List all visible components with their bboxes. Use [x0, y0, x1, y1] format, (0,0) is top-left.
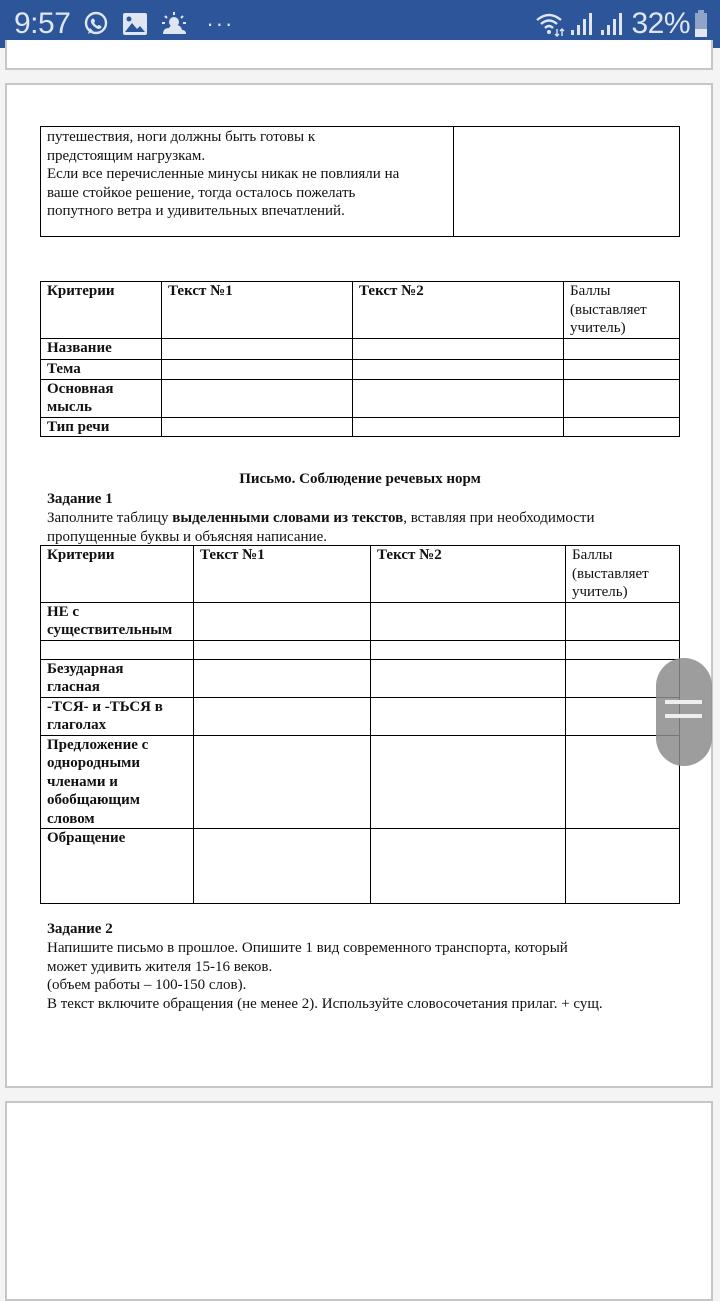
continuation-table	[40, 126, 680, 237]
score-cell[interactable]	[564, 417, 680, 437]
table-header-row	[41, 282, 680, 339]
empty-cell	[454, 127, 680, 237]
answer-cell[interactable]	[162, 417, 353, 437]
continuation-text-cell	[41, 127, 454, 237]
clock: 9:57	[14, 7, 71, 40]
text-line: (выставляет	[572, 565, 649, 582]
text-line: однородными	[47, 755, 141, 771]
row-label	[41, 659, 194, 697]
more-dots-icon: ···	[206, 11, 235, 36]
table-row	[41, 659, 680, 697]
text-line: Если все перечисленные минусы никак не повлияли на	[47, 166, 400, 182]
signal-icon	[599, 12, 623, 36]
text-fragment: , вставляя при необходимости	[403, 510, 595, 526]
text-line: гласная	[47, 679, 100, 695]
text-line: ваше стойкое решение, тогда осталось пожелать	[47, 184, 356, 201]
text-line: попутного ветра и удивительных впечатлений.	[47, 203, 345, 219]
text-line: НЕ с	[47, 603, 80, 620]
answer-cell[interactable]	[371, 659, 566, 697]
row-label	[41, 602, 194, 640]
header-text-1: Текст №1	[194, 546, 371, 603]
signal-icon	[569, 12, 593, 36]
table-row	[41, 829, 680, 904]
task-2-title: Задание 2	[47, 921, 113, 937]
battery-icon	[694, 10, 708, 38]
table-row	[41, 417, 680, 437]
table-row	[41, 359, 680, 379]
next-page	[5, 1101, 713, 1301]
table-row	[41, 338, 680, 359]
task-1-instructions	[47, 509, 697, 546]
answer-cell[interactable]	[353, 417, 564, 437]
task-1-title: Задание 1	[47, 491, 113, 507]
text-line: пропущенные буквы и объясняя написание.	[47, 528, 327, 545]
answer-cell[interactable]	[353, 338, 564, 359]
text-line: учитель)	[572, 584, 628, 600]
whatsapp-icon	[82, 10, 110, 38]
text-line: обобщающим	[47, 792, 140, 808]
score-cell[interactable]	[564, 338, 680, 359]
answer-cell[interactable]	[353, 359, 564, 379]
wifi-icon	[535, 11, 565, 37]
text-line: Баллы	[572, 547, 613, 563]
text-line: членами и	[47, 773, 118, 790]
answer-cell[interactable]	[371, 735, 566, 829]
text-line: глаголах	[47, 717, 107, 733]
row-label: Тема	[41, 359, 162, 379]
text-line: (выставляет	[570, 301, 647, 318]
answer-cell[interactable]	[194, 735, 371, 829]
answer-cell[interactable]	[162, 338, 353, 359]
row-label: Название	[41, 338, 162, 359]
score-cell[interactable]	[566, 640, 680, 659]
section-title: Письмо. Соблюдение речевых норм	[239, 471, 481, 487]
table-row	[41, 640, 680, 659]
answer-cell[interactable]	[194, 659, 371, 697]
text-line: -ТСЯ- и -ТЬСЯ в	[47, 698, 163, 715]
score-cell[interactable]	[566, 602, 680, 640]
row-label: Тип речи	[41, 417, 162, 437]
answer-cell[interactable]	[194, 829, 371, 904]
text-line: Безударная	[47, 660, 124, 677]
header-text-2: Текст №2	[353, 282, 564, 339]
text-line: Основная	[47, 380, 114, 397]
text-line: существительным	[47, 622, 173, 638]
text-line: Напишите письмо в прошлое. Опишите 1 вид современного транспорта, который	[47, 940, 568, 956]
answer-cell[interactable]	[162, 379, 353, 417]
header-criteria: Критерии	[41, 546, 194, 603]
table-row	[41, 735, 680, 829]
battery-percent: 32%	[631, 7, 690, 40]
bold-fragment: выделенными словами из текстов	[172, 510, 404, 526]
scroll-handle[interactable]	[656, 658, 712, 766]
answer-cell[interactable]	[194, 602, 371, 640]
text-line: учитель)	[570, 320, 626, 336]
criteria-table-2	[40, 545, 680, 904]
score-cell[interactable]	[564, 379, 680, 417]
table-row	[41, 697, 680, 735]
answer-cell[interactable]	[194, 640, 371, 659]
text-line: В текст включите обращения (не менее 2). Используйте словосочетания прилаг. + сущ.	[47, 995, 603, 1012]
text-line: мысль	[47, 399, 92, 415]
text-line: путешествия, ноги должны быть готовы к	[47, 129, 316, 145]
header-text-1: Текст №1	[162, 282, 353, 339]
weather-icon	[160, 12, 188, 36]
table-header-row	[41, 546, 680, 603]
text-line: Предложение с	[47, 736, 149, 753]
text-line: может удивить жителя 15-16 веков.	[47, 958, 273, 975]
answer-cell[interactable]	[353, 379, 564, 417]
row-label: Обращение	[41, 829, 194, 904]
row-label	[41, 640, 194, 659]
answer-cell[interactable]	[162, 359, 353, 379]
row-label	[41, 735, 194, 829]
table-row	[41, 379, 680, 417]
answer-cell[interactable]	[371, 640, 566, 659]
header-score	[566, 546, 680, 603]
previous-page	[5, 40, 713, 70]
answer-cell[interactable]	[371, 602, 566, 640]
gallery-icon	[122, 12, 148, 36]
text-line: предстоящим нагрузкам.	[47, 147, 206, 164]
header-score	[564, 282, 680, 339]
row-label	[41, 697, 194, 735]
score-cell[interactable]	[566, 829, 680, 904]
criteria-table-1	[40, 281, 680, 437]
row-label	[41, 379, 162, 417]
table-row	[41, 602, 680, 640]
header-text-2: Текст №2	[371, 546, 566, 603]
score-cell[interactable]	[564, 359, 680, 379]
header-criteria: Критерии	[41, 282, 162, 339]
text-line: словом	[47, 810, 95, 827]
answer-cell[interactable]	[371, 697, 566, 735]
text-fragment: Заполните таблицу	[47, 510, 173, 526]
task-2-instructions	[47, 939, 707, 1013]
text-line: (объем работы – 100-150 слов).	[47, 977, 247, 993]
answer-cell[interactable]	[371, 829, 566, 904]
text-line: Баллы	[570, 283, 611, 299]
answer-cell[interactable]	[194, 697, 371, 735]
